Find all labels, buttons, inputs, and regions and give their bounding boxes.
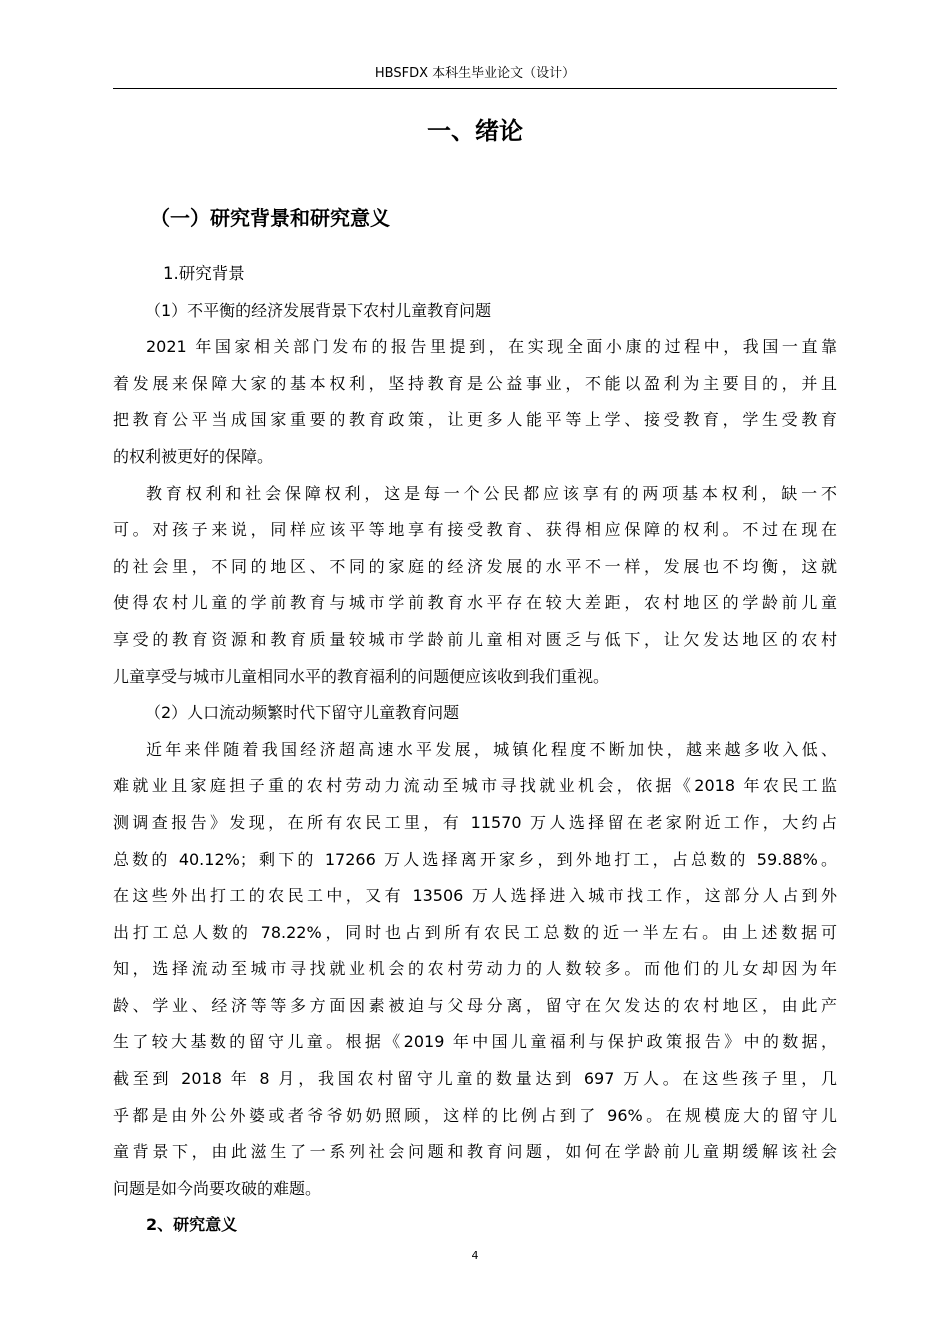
text-line: 生了较大基数的留守儿童。根据《2019 年中国儿童福利与保护政策报告》中的数据， [113,1032,837,1052]
sub-heading: （2）人口流动频繁时代下留守儿童教育问题 [145,703,460,723]
text-line: 乎都是由外公外婆或者爷爷奶奶照顾，这样的比例占到了 96%。在规模庞大的留守儿 [113,1105,837,1125]
paragraph-2 [113,476,837,696]
text-line: 着发展来保障大家的基本权利，坚持教育是公益事业，不能以盈利为主要目的，并且 [113,373,837,393]
text-line: 可。对孩子来说，同样应该平等地享有接受教育、获得相应保障的权利。不过在现在 [113,520,837,540]
body-text [113,256,837,1244]
paragraph-3 [113,732,837,1208]
subsection-heading: 2、研究意义 [146,1215,238,1235]
page-number: 4 [471,1249,479,1262]
text-line: 龄、学业、经济等等多方面因素被迫与父母分离，留守在欠发达的农村地区，由此产 [113,995,837,1015]
text-line: 使得农村儿童的学前教育与城市学前教育水平存在较大差距，农村地区的学龄前儿童 [113,593,837,613]
text-line: 出打工总人数的 78.22%，同时也占到所有农民工总数的近一半左右。由上述数据可 [113,922,837,942]
text-line: 2021 年国家相关部门发布的报告里提到，在实现全面小康的过程中，我国一直靠 [146,337,837,357]
text-line: 测调查报告》发现，在所有农民工里，有 11570 万人选择留在老家附近工作，大约占 [113,812,837,832]
text-line: 童背景下，由此滋生了一系列社会问题和教育问题，如何在学龄前儿童期缓解该社会 [113,1142,837,1162]
text-line: 问题是如今尚要攻破的难题。 [113,1178,322,1198]
text-line: 的社会里，不同的地区、不同的家庭的经济发展的水平不一样，发展也不均衡，这就 [113,556,837,576]
sub-heading: （1）不平衡的经济发展背景下农村儿童教育问题 [145,300,492,320]
subsection-heading: 1.研究背景 [163,264,245,283]
text-line: 享受的教育资源和教育质量较城市学龄前儿童相对匮乏与低下，让欠发达地区的农村 [113,629,837,649]
text-line: 把教育公平当成国家重要的教育政策，让更多人能平等上学、接受教育，学生受教育 [113,410,837,430]
text-line: 知，选择流动至城市寻找就业机会的农村劳动力的人数较多。而他们的儿女却因为年 [113,959,837,979]
section-title: （一）研究背景和研究意义 [150,206,390,230]
text-line: 难就业且家庭担子重的农村劳动力流动至城市寻找就业机会，依据《2018 年农民工监 [113,776,837,796]
running-header [113,64,837,89]
chapter-title: 一、绪论 [427,117,523,145]
text-line: 总数的 40.12%；剩下的 17266 万人选择离开家乡，到外地打工，占总数的 59.88%。 [113,849,837,869]
text-line: 儿童享受与城市儿童相同水平的教育福利的问题便应该收到我们重视。 [113,666,610,686]
text-line: 近年来伴随着我国经济超高速水平发展，城镇化程度不断加快，越来越多收入低、 [146,739,837,759]
running-title: HBSFDX 本科生毕业论文（设计） [374,66,576,81]
paragraph-1 [113,329,837,475]
text-line: 的权利被更好的保障。 [113,446,274,466]
text-line: 教育权利和社会保障权利，这是每一个公民都应该享有的两项基本权利，缺一不 [146,483,837,503]
text-line: 截至到 2018 年 8 月，我国农村留守儿童的数量达到 697 万人。在这些孩子里，几 [113,1069,837,1089]
text-line: 在这些外出打工的农民工中，又有 13506 万人选择进入城市找工作，这部分人占到外 [113,886,837,906]
